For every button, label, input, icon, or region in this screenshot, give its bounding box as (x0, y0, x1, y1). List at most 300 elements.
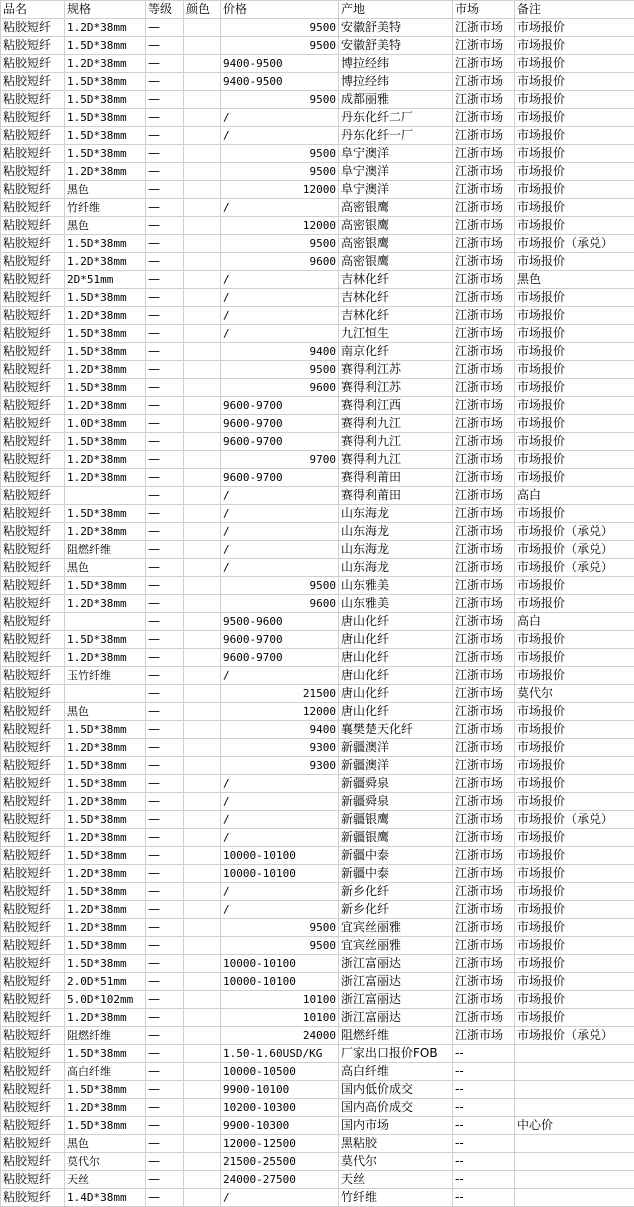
cell-spec: 1.2D*38mm (65, 451, 146, 469)
cell-note: 市场报价 (515, 703, 634, 721)
cell-grade: — (146, 577, 184, 595)
cell-price: / (221, 775, 339, 793)
cell-name: 粘胶短纤 (1, 793, 65, 811)
cell-note (515, 1171, 634, 1189)
table-row (1, 1099, 634, 1117)
cell-name: 粘胶短纤 (1, 37, 65, 55)
cell-name: 粘胶短纤 (1, 775, 65, 793)
cell-note: 市场报价（承兑） (515, 1027, 634, 1045)
cell-market: 江浙市场 (453, 343, 515, 361)
header-spec: 规格 (65, 1, 146, 19)
cell-color (184, 505, 221, 523)
cell-origin: 厂家出口报价FOB (339, 1045, 453, 1063)
cell-name: 粘胶短纤 (1, 739, 65, 757)
cell-grade: — (146, 325, 184, 343)
cell-note: 市场报价 (515, 505, 634, 523)
table-row (1, 901, 634, 919)
cell-spec (65, 613, 146, 631)
table-row (1, 1063, 634, 1081)
cell-market: 江浙市场 (453, 505, 515, 523)
cell-spec: 1.2D*38mm (65, 595, 146, 613)
table-row (1, 1045, 634, 1063)
cell-origin: 阜宁澳洋 (339, 181, 453, 199)
cell-name: 粘胶短纤 (1, 127, 65, 145)
cell-origin: 新疆银鹰 (339, 811, 453, 829)
cell-name: 粘胶短纤 (1, 901, 65, 919)
cell-note: 市场报价 (515, 991, 634, 1009)
cell-origin: 竹纤维 (339, 1189, 453, 1207)
table-row (1, 469, 634, 487)
cell-grade: — (146, 541, 184, 559)
cell-grade: — (146, 1063, 184, 1081)
cell-note: 市场报价 (515, 253, 634, 271)
cell-price: / (221, 505, 339, 523)
cell-color (184, 1009, 221, 1027)
cell-grade: — (146, 829, 184, 847)
cell-price: / (221, 307, 339, 325)
cell-note: 市场报价 (515, 757, 634, 775)
cell-price: 9500 (221, 577, 339, 595)
cell-color (184, 955, 221, 973)
table-row (1, 73, 634, 91)
table-row (1, 415, 634, 433)
cell-spec: 1.2D*38mm (65, 307, 146, 325)
table-row (1, 91, 634, 109)
cell-grade: — (146, 397, 184, 415)
table-row (1, 829, 634, 847)
cell-price: 9700 (221, 451, 339, 469)
cell-market: 江浙市场 (453, 865, 515, 883)
cell-price: / (221, 829, 339, 847)
cell-price: 9400 (221, 343, 339, 361)
cell-spec: 竹纤维 (65, 199, 146, 217)
cell-price: 9300 (221, 739, 339, 757)
cell-name: 粘胶短纤 (1, 1171, 65, 1189)
cell-market: 江浙市场 (453, 721, 515, 739)
cell-price: 1.50-1.60USD/KG (221, 1045, 339, 1063)
cell-market: 江浙市场 (453, 451, 515, 469)
cell-origin: 安徽舒美特 (339, 19, 453, 37)
header-price: 价格 (221, 1, 339, 19)
cell-origin: 唐山化纤 (339, 703, 453, 721)
cell-color (184, 91, 221, 109)
table-row (1, 379, 634, 397)
cell-grade: — (146, 1117, 184, 1135)
cell-name: 粘胶短纤 (1, 55, 65, 73)
cell-note: 市场报价（承兑） (515, 559, 634, 577)
cell-spec: 1.5D*38mm (65, 37, 146, 55)
table-row (1, 955, 634, 973)
cell-price: 10000-10500 (221, 1063, 339, 1081)
cell-spec: 1.2D*38mm (65, 253, 146, 271)
cell-color (184, 991, 221, 1009)
cell-price: 21500-25500 (221, 1153, 339, 1171)
table-row (1, 1009, 634, 1027)
table-row (1, 559, 634, 577)
cell-market: 江浙市场 (453, 55, 515, 73)
cell-spec: 1.5D*38mm (65, 847, 146, 865)
cell-name: 粘胶短纤 (1, 487, 65, 505)
cell-spec: 5.0D*102mm (65, 991, 146, 1009)
cell-origin: 安徽舒美特 (339, 37, 453, 55)
cell-price: / (221, 199, 339, 217)
cell-note: 市场报价 (515, 433, 634, 451)
cell-price: 9500 (221, 163, 339, 181)
cell-name: 粘胶短纤 (1, 1135, 65, 1153)
cell-note: 市场报价 (515, 739, 634, 757)
cell-grade: — (146, 559, 184, 577)
cell-price: 9600-9700 (221, 415, 339, 433)
cell-name: 粘胶短纤 (1, 1099, 65, 1117)
cell-market: 江浙市场 (453, 919, 515, 937)
cell-origin: 高密银鹰 (339, 199, 453, 217)
cell-note: 市场报价 (515, 631, 634, 649)
cell-grade: — (146, 433, 184, 451)
cell-spec: 1.5D*38mm (65, 775, 146, 793)
cell-price: 9500 (221, 361, 339, 379)
cell-price: 24000 (221, 1027, 339, 1045)
cell-note: 市场报价 (515, 361, 634, 379)
cell-origin: 宜宾丝丽雅 (339, 919, 453, 937)
cell-price: / (221, 271, 339, 289)
cell-spec: 1.2D*38mm (65, 1009, 146, 1027)
cell-spec: 阻燃纤维 (65, 541, 146, 559)
table-row (1, 1153, 634, 1171)
cell-price: 9500 (221, 937, 339, 955)
cell-color (184, 379, 221, 397)
cell-spec: 阻燃纤维 (65, 1027, 146, 1045)
cell-price: 9900-10100 (221, 1081, 339, 1099)
cell-name: 粘胶短纤 (1, 1189, 65, 1207)
cell-name: 粘胶短纤 (1, 1063, 65, 1081)
cell-origin: 国内低价成交 (339, 1081, 453, 1099)
cell-spec: 天丝 (65, 1171, 146, 1189)
cell-price: / (221, 325, 339, 343)
cell-price: 9400-9500 (221, 55, 339, 73)
cell-name: 粘胶短纤 (1, 541, 65, 559)
cell-note: 高白 (515, 487, 634, 505)
cell-color (184, 901, 221, 919)
table-row (1, 577, 634, 595)
cell-note (515, 1063, 634, 1081)
cell-market: 江浙市场 (453, 631, 515, 649)
cell-origin: 浙江富丽达 (339, 991, 453, 1009)
cell-grade: — (146, 163, 184, 181)
cell-grade: — (146, 1027, 184, 1045)
cell-name: 粘胶短纤 (1, 1153, 65, 1171)
cell-grade: — (146, 757, 184, 775)
cell-spec: 1.5D*38mm (65, 127, 146, 145)
cell-name: 粘胶短纤 (1, 343, 65, 361)
cell-origin: 吉林化纤 (339, 271, 453, 289)
cell-market: 江浙市场 (453, 307, 515, 325)
cell-origin: 赛得利莆田 (339, 469, 453, 487)
cell-grade: — (146, 613, 184, 631)
table-row (1, 991, 634, 1009)
cell-name: 粘胶短纤 (1, 703, 65, 721)
cell-market: -- (453, 1189, 515, 1207)
cell-name: 粘胶短纤 (1, 199, 65, 217)
cell-market: 江浙市场 (453, 91, 515, 109)
table-row (1, 739, 634, 757)
cell-grade: — (146, 289, 184, 307)
cell-note: 市场报价 (515, 73, 634, 91)
cell-name: 粘胶短纤 (1, 523, 65, 541)
table-row (1, 631, 634, 649)
cell-origin: 唐山化纤 (339, 667, 453, 685)
cell-spec: 1.5D*38mm (65, 91, 146, 109)
cell-note: 市场报价 (515, 775, 634, 793)
cell-grade: — (146, 1009, 184, 1027)
cell-name: 粘胶短纤 (1, 145, 65, 163)
cell-spec: 1.5D*38mm (65, 505, 146, 523)
table-row (1, 181, 634, 199)
cell-market: -- (453, 1171, 515, 1189)
cell-market: 江浙市场 (453, 811, 515, 829)
cell-name: 粘胶短纤 (1, 415, 65, 433)
table-row (1, 883, 634, 901)
cell-name: 粘胶短纤 (1, 217, 65, 235)
cell-price: / (221, 667, 339, 685)
cell-price: / (221, 883, 339, 901)
cell-spec: 黑色 (65, 217, 146, 235)
cell-grade: — (146, 1135, 184, 1153)
cell-origin: 唐山化纤 (339, 613, 453, 631)
cell-spec: 1.2D*38mm (65, 865, 146, 883)
cell-price: / (221, 541, 339, 559)
cell-note: 市场报价 (515, 451, 634, 469)
cell-grade: — (146, 109, 184, 127)
cell-color (184, 721, 221, 739)
cell-note: 市场报价 (515, 415, 634, 433)
cell-spec: 1.5D*38mm (65, 325, 146, 343)
cell-origin: 高白纤维 (339, 1063, 453, 1081)
cell-market: 江浙市场 (453, 649, 515, 667)
cell-market: 江浙市场 (453, 595, 515, 613)
cell-price: 9600 (221, 253, 339, 271)
cell-note: 市场报价 (515, 397, 634, 415)
cell-name: 粘胶短纤 (1, 361, 65, 379)
cell-origin: 赛得利九江 (339, 451, 453, 469)
cell-name: 粘胶短纤 (1, 91, 65, 109)
cell-spec: 1.2D*38mm (65, 1099, 146, 1117)
cell-spec: 1.0D*38mm (65, 415, 146, 433)
table-row (1, 937, 634, 955)
cell-grade: — (146, 1153, 184, 1171)
cell-spec: 2D*51mm (65, 271, 146, 289)
cell-grade: — (146, 775, 184, 793)
cell-name: 粘胶短纤 (1, 181, 65, 199)
cell-price: 10000-10100 (221, 865, 339, 883)
cell-note: 市场报价（承兑） (515, 523, 634, 541)
table-row (1, 109, 634, 127)
cell-price: 12000-12500 (221, 1135, 339, 1153)
cell-price: / (221, 1189, 339, 1207)
table-row (1, 505, 634, 523)
cell-note: 市场报价 (515, 343, 634, 361)
table-row (1, 973, 634, 991)
cell-name: 粘胶短纤 (1, 595, 65, 613)
cell-name: 粘胶短纤 (1, 325, 65, 343)
cell-color (184, 739, 221, 757)
cell-price: / (221, 487, 339, 505)
table-row (1, 307, 634, 325)
cell-grade: — (146, 55, 184, 73)
cell-market: 江浙市场 (453, 757, 515, 775)
cell-price: 12000 (221, 181, 339, 199)
cell-origin: 赛得利江苏 (339, 379, 453, 397)
cell-market: 江浙市场 (453, 289, 515, 307)
header-name: 品名 (1, 1, 65, 19)
table-row (1, 145, 634, 163)
cell-name: 粘胶短纤 (1, 73, 65, 91)
cell-market: 江浙市场 (453, 883, 515, 901)
cell-color (184, 19, 221, 37)
cell-note (515, 1045, 634, 1063)
cell-grade: — (146, 91, 184, 109)
cell-price: 9500 (221, 919, 339, 937)
table-row (1, 667, 634, 685)
cell-name: 粘胶短纤 (1, 577, 65, 595)
cell-price: / (221, 289, 339, 307)
cell-spec: 1.2D*38mm (65, 829, 146, 847)
cell-origin: 新乡化纤 (339, 883, 453, 901)
cell-market: 江浙市场 (453, 847, 515, 865)
cell-origin: 新疆澳洋 (339, 739, 453, 757)
cell-spec: 1.5D*38mm (65, 289, 146, 307)
cell-market: 江浙市场 (453, 937, 515, 955)
cell-name: 粘胶短纤 (1, 757, 65, 775)
cell-market: 江浙市场 (453, 955, 515, 973)
cell-price: 9500 (221, 145, 339, 163)
table-row (1, 433, 634, 451)
cell-name: 粘胶短纤 (1, 1009, 65, 1027)
cell-name: 粘胶短纤 (1, 469, 65, 487)
cell-color (184, 73, 221, 91)
table-row (1, 325, 634, 343)
cell-spec: 1.5D*38mm (65, 631, 146, 649)
cell-color (184, 1099, 221, 1117)
cell-color (184, 451, 221, 469)
cell-color (184, 271, 221, 289)
cell-price: / (221, 793, 339, 811)
cell-note: 市场报价 (515, 217, 634, 235)
cell-market: 江浙市场 (453, 271, 515, 289)
cell-color (184, 775, 221, 793)
cell-market: -- (453, 1099, 515, 1117)
cell-price: 9600 (221, 595, 339, 613)
table-row (1, 235, 634, 253)
cell-price: / (221, 127, 339, 145)
cell-grade: — (146, 253, 184, 271)
table-row (1, 919, 634, 937)
cell-market: 江浙市场 (453, 829, 515, 847)
cell-price: 12000 (221, 703, 339, 721)
cell-spec: 1.5D*38mm (65, 109, 146, 127)
table-row (1, 451, 634, 469)
cell-name: 粘胶短纤 (1, 271, 65, 289)
cell-note: 市场报价 (515, 649, 634, 667)
cell-name: 粘胶短纤 (1, 937, 65, 955)
cell-color (184, 1153, 221, 1171)
table-row (1, 1171, 634, 1189)
cell-price: 9600-9700 (221, 469, 339, 487)
cell-origin: 赛得利江苏 (339, 361, 453, 379)
cell-market: 江浙市场 (453, 181, 515, 199)
cell-note: 市场报价 (515, 127, 634, 145)
cell-market: 江浙市场 (453, 19, 515, 37)
cell-grade: — (146, 649, 184, 667)
cell-origin: 山东海龙 (339, 523, 453, 541)
cell-spec: 1.5D*38mm (65, 145, 146, 163)
cell-spec: 莫代尔 (65, 1153, 146, 1171)
table-row (1, 343, 634, 361)
cell-market: -- (453, 1117, 515, 1135)
cell-note: 市场报价 (515, 865, 634, 883)
cell-note: 中心价 (515, 1117, 634, 1135)
cell-name: 粘胶短纤 (1, 235, 65, 253)
cell-price: / (221, 559, 339, 577)
cell-note: 莫代尔 (515, 685, 634, 703)
cell-color (184, 865, 221, 883)
cell-grade: — (146, 127, 184, 145)
cell-grade: — (146, 631, 184, 649)
table-row (1, 703, 634, 721)
cell-origin: 博拉经纬 (339, 55, 453, 73)
cell-spec: 1.2D*38mm (65, 649, 146, 667)
table-row (1, 19, 634, 37)
cell-grade: — (146, 811, 184, 829)
cell-origin: 丹东化纤一厂 (339, 127, 453, 145)
cell-color (184, 127, 221, 145)
cell-price: / (221, 901, 339, 919)
cell-spec: 玉竹纤维 (65, 667, 146, 685)
cell-note (515, 1135, 634, 1153)
cell-note: 市场报价（承兑） (515, 235, 634, 253)
table-row (1, 361, 634, 379)
cell-name: 粘胶短纤 (1, 253, 65, 271)
cell-origin: 成都丽雅 (339, 91, 453, 109)
header-market: 市场 (453, 1, 515, 19)
table-row (1, 1117, 634, 1135)
cell-spec: 1.5D*38mm (65, 883, 146, 901)
table-row (1, 613, 634, 631)
cell-grade: — (146, 937, 184, 955)
cell-grade: — (146, 523, 184, 541)
cell-grade: — (146, 883, 184, 901)
cell-note (515, 1189, 634, 1207)
cell-market: 江浙市场 (453, 667, 515, 685)
cell-name: 粘胶短纤 (1, 847, 65, 865)
cell-name: 粘胶短纤 (1, 379, 65, 397)
cell-name: 粘胶短纤 (1, 433, 65, 451)
cell-origin: 山东海龙 (339, 541, 453, 559)
cell-name: 粘胶短纤 (1, 1027, 65, 1045)
cell-price: 9500 (221, 19, 339, 37)
cell-grade: — (146, 703, 184, 721)
cell-color (184, 811, 221, 829)
cell-note: 市场报价 (515, 847, 634, 865)
cell-name: 粘胶短纤 (1, 829, 65, 847)
cell-note: 市场报价 (515, 667, 634, 685)
cell-origin: 吉林化纤 (339, 307, 453, 325)
cell-color (184, 883, 221, 901)
cell-note: 市场报价 (515, 379, 634, 397)
cell-note: 市场报价 (515, 91, 634, 109)
cell-market: 江浙市场 (453, 973, 515, 991)
cell-color (184, 253, 221, 271)
cell-name: 粘胶短纤 (1, 721, 65, 739)
